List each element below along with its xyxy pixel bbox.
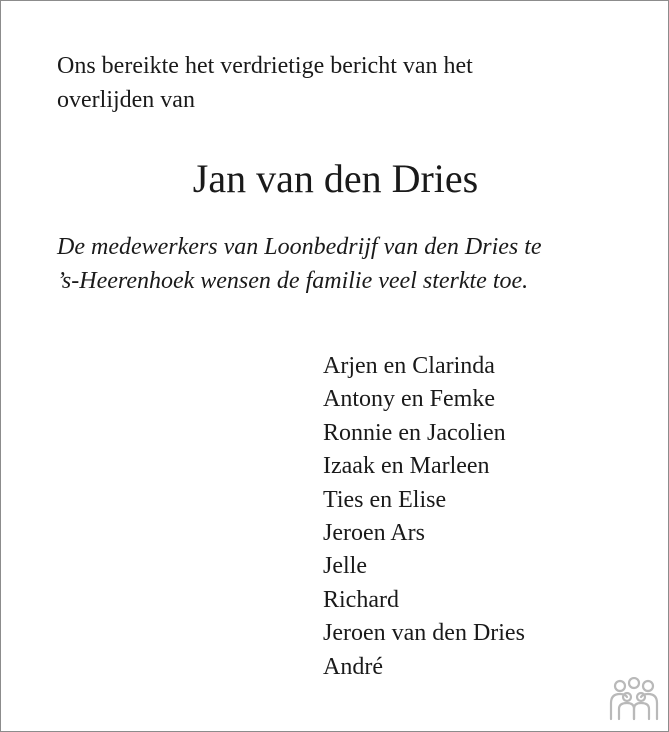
condolence-message (57, 230, 617, 298)
message-line-1: De medewerkers van Loonbedrijf van den Dries te (57, 234, 542, 260)
signatory-name: Jelle (323, 553, 367, 580)
signatory-name: André (323, 653, 383, 680)
intro-line-2: overlijden van (57, 87, 195, 113)
signatory-name: Antony en Femke (323, 386, 495, 413)
signatory-list (323, 350, 525, 684)
signatory-name: Richard (323, 586, 399, 613)
signatory-name: Jeroen van den Dries (323, 620, 525, 647)
intro-text (57, 49, 617, 117)
signatory-name: Izaak en Marleen (323, 453, 490, 480)
signatory-name: Jeroen Ars (323, 520, 425, 547)
deceased-name: Jan van den Dries (192, 156, 479, 201)
signatory-name: Ronnie en Jacolien (323, 419, 506, 446)
signatory-name: Arjen en Clarinda (323, 353, 495, 379)
intro-line-1: Ons bereikte het verdrietige bericht van het (57, 53, 473, 79)
signatory-name: Ties en Elise (323, 486, 447, 513)
family-group-icon (607, 677, 661, 721)
message-line-2: ’s-Heerenhoek wensen de familie veel sterkte toe. (57, 268, 529, 294)
